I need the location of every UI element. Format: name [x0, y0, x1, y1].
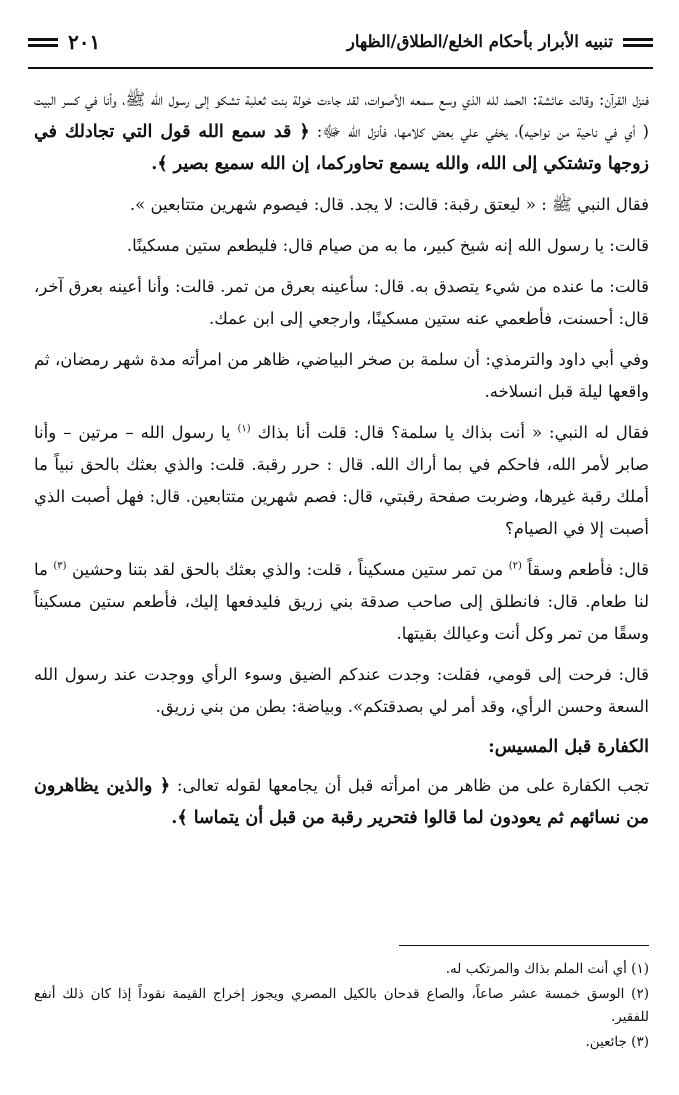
footnote-1: (١) أي أنت الملم بذاك والمرتكب له.: [445, 961, 649, 977]
paragraph-expiation: [34, 770, 649, 834]
footnote-2: (٢) الوسق خمسة عشر صاعاً، والصاع قدحان بالكيل المصري ويجوز إخراج القيمة نقوداً إذا كان ذلك أنفع للفقير.: [34, 986, 649, 1025]
footnote-ref-1[interactable]: (١): [237, 423, 251, 435]
paragraph-text: قال: فأطعم وسقاً: [521, 560, 649, 579]
footnote-3: (٣) جائعين.: [585, 1034, 649, 1050]
paragraph-return: قال: فرحت إلى قومي، فقلت: وجدت عندكم الضيق وسوء الرأي ووجدت عند رسول الله السعة وحسن الرأي، وقد أمر لي بصدقتكم». وبياضة: بطن من بني زريق.: [34, 665, 649, 716]
paragraph-text: يا رسول الله – مرتين – وأنا صابر لأمر الله، فاحكم في بما أراك الله. قال : حرر رقبة. قلت: والذي بعثك بالحق نبياً ما أملك رقبة غيرها، وضربت صفحة رقبتي، قال: فصم شهرين متتابعين. قال: فهل أصبت الذي أصبت إلا في الصيام؟: [34, 423, 649, 538]
quran-verse: ﴿ والذين يظاهرون من نسائهم ثم يعودون لما قالوا فتحرير رقبة من قبل أن يتماسا ﴾.: [34, 776, 649, 828]
page-number: ٢٠١: [68, 30, 101, 54]
page-header: [28, 30, 653, 70]
paragraph-salama: وفي أبي داود والترمذي: أن سلمة بن صخر البياضي، ظاهر من امرأته مدة شهر رمضان، ثم واقعها ليلة قبل انسلاخه.: [34, 350, 649, 401]
header-ornament-right: [623, 38, 653, 48]
paragraph-charity: قالت: ما عنده من شيء يتصدق به. قال: سأعينه بعرق من تمر. قالت: وأنا أعينه بعرق آخر، قال: أحسنت، فأطعمي عنه ستين مسكينًا، وارجعي إلى ابن عمك.: [34, 277, 649, 328]
paragraph-text: فنزل القرآن: وقالت عائشة: الحمد لله الذي وسع سمعه الأصوات، لقد جاءت خولة بنت ثعلبة تشكو إلى رسول الله ﷺ، وأنا في كسر البيت ( أي في ناحية من نواحيه)، يخفي علي بعض كلامها، فأنزل الله ﷻ:: [34, 90, 649, 141]
footnote-divider: [399, 945, 649, 946]
header-divider: [28, 67, 653, 69]
header-ornament-left: [28, 38, 58, 48]
paragraph-text: فقال له النبي: « أنت بذاك يا سلمة؟ قال: قلت أنا بذاك: [250, 423, 650, 442]
paragraph-text: من تمر ستين مسكيناً ، قلت: والذي بعثك بالحق لقد بتنا وحشين: [66, 560, 509, 579]
paragraph-old-man: قالت: يا رسول الله إنه شيخ كبير، ما به من صيام قال: فليطعم ستين مسكينًا.: [126, 236, 649, 255]
paragraph-prophet-reply: فقال النبي ﷺ : « ليعتق رقبة: قالت: لا يجد. قال: فيصوم شهرين متتابعين ».: [129, 195, 649, 214]
footnote-ref-3[interactable]: (٣): [53, 560, 67, 572]
main-text: [34, 84, 649, 843]
footnotes: [34, 958, 649, 1056]
paragraph-feeding: [34, 554, 649, 650]
paragraph-hadith: [34, 417, 649, 545]
running-title: تنبيه الأبرار بأحكام الخلع/الطلاق/الظهار: [346, 32, 613, 51]
footnote-ref-2[interactable]: (٢): [508, 560, 522, 572]
section-heading: الكفارة قبل المسيس:: [488, 737, 649, 757]
paragraph-text: تجب الكفارة على من ظاهر من امرأته قبل أن يجامعها لقوله تعالى:: [170, 776, 649, 795]
paragraph-text: ما لنا طعام. قال: فانطلق إلى صاحب صدقة بني زريق فليدفعها إليك، فأطعم ستين مسكيناً وسقًا من تمر وكل أنت وعيالك بقيتها.: [34, 560, 649, 643]
paragraph-revelation: [34, 84, 649, 180]
quran-verse: ﴿ قد سمع الله قول التي تجادلك في زوجها وتشتكي إلى الله، والله يسمع تحاوركما، إن الله سميع بصير ﴾.: [34, 122, 649, 174]
